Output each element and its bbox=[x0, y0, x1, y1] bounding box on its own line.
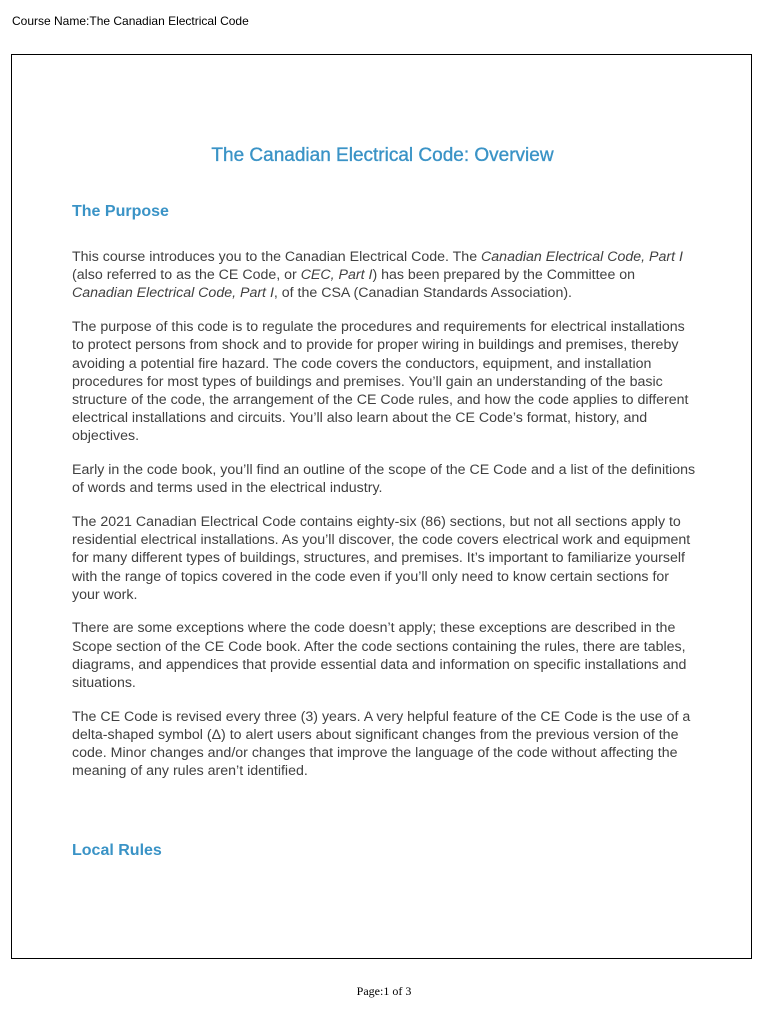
course-name-header: Course Name:The Canadian Electrical Code bbox=[12, 14, 249, 28]
section-heading-local-rules: Local Rules bbox=[72, 842, 162, 859]
paragraph-1-italic-c: Canadian Electrical Code, Part I bbox=[72, 285, 274, 302]
paragraph-1-text-d: , of the CSA (Canadian Standards Association). bbox=[273, 285, 572, 302]
document-frame bbox=[11, 54, 752, 959]
paragraph-1-text-b: (also referred to as the CE Code, or bbox=[72, 267, 301, 284]
paragraph-3: Early in the code book, you’ll find an outline of the scope of the CE Code and a list of the definitions of words and terms used in the electrical industry. bbox=[72, 462, 696, 497]
section-heading-purpose: The Purpose bbox=[72, 203, 169, 220]
purpose-body bbox=[72, 248, 696, 796]
paragraph-5: There are some exceptions where the code doesn’t apply; these exceptions are described in the Scope section of the CE Code book. After the code sections containing the rules, there are tables, diagrams, and appendices that provide essential data and information on specific installations and situations. bbox=[72, 620, 687, 692]
page-title: The Canadian Electrical Code: Overview bbox=[211, 145, 554, 166]
page-number: Page:1 of 3 bbox=[356, 984, 412, 998]
paragraph-4: The 2021 Canadian Electrical Code contains eighty-six (86) sections, but not all sections apply to residential electrical installations. As you’ll discover, the code covers electrical work and equipment for many different types of buildings, structures, and premises. It’s important to familiarize yourself with the range of topics covered in the code even if you’ll only need to know certain sections for your work. bbox=[72, 513, 691, 603]
paragraph-1 bbox=[72, 248, 696, 303]
paragraph-1-text-c: ) has been prepared by the Committee on bbox=[372, 267, 636, 284]
paragraph-1-italic-a: Canadian Electrical Code, Part I bbox=[481, 249, 683, 265]
paragraph-1-text-a: This course introduces you to the Canadian Electrical Code. The bbox=[72, 249, 482, 265]
paragraph-2: The purpose of this code is to regulate the procedures and requirements for electrical installations to protect persons from shock and to provide for proper wiring in buildings and premises, thereby avoiding a potential fire hazard. The code covers the conductors, equipment, and installation procedures for most types of buildings and premises. You’ll gain an understanding of the basic structure of the code, the arrangement of the CE Code rules, and how the code applies to different electrical installations and circuits. You’ll also learn about the CE Code’s format, history, and objectives. bbox=[72, 319, 689, 445]
paragraph-1-italic-b: CEC, Part I bbox=[300, 267, 373, 284]
paragraph-6: The CE Code is revised every three (3) years. A very helpful feature of the CE Code is the use of a delta-shaped symbol (Δ) to alert users about significant changes from the previous version of the code. Minor changes and/or changes that improve the language of the code without affecting the meaning of any rules aren’t identified. bbox=[72, 708, 691, 780]
